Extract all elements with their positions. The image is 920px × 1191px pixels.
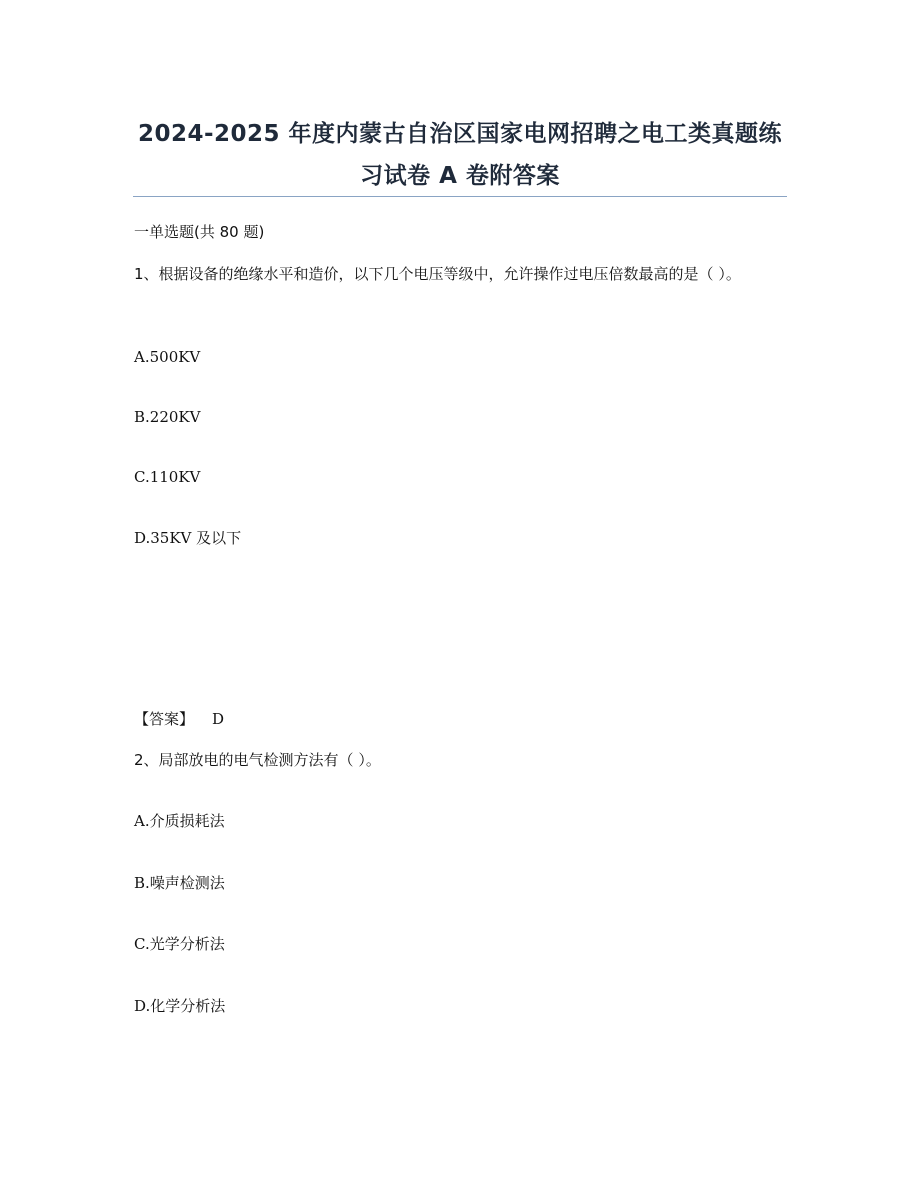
question-2-stem: 2、局部放电的电气检测方法有（ ）。 [134, 751, 381, 769]
question-2-option-d: D.化学分析法 [134, 997, 226, 1015]
question-2-option-b: B.噪声检测法 [134, 874, 225, 892]
question-2-option-c: C.光学分析法 [134, 935, 225, 953]
answer-value: D [212, 710, 225, 728]
document-title-line-2: 习试卷 A 卷附答案 [360, 163, 560, 189]
question-1-option-b: B.220KV [134, 408, 201, 426]
question-2-option-a: A.介质损耗法 [134, 812, 225, 830]
answer-label: 【答案】 [134, 710, 195, 728]
question-1-stem: 1、根据设备的绝缘水平和造价，以下几个电压等级中，允许操作过电压倍数最高的是（ ）。 [134, 265, 741, 283]
question-1-option-c: C.110KV [134, 468, 201, 486]
title-divider [133, 196, 787, 197]
question-1-answer [134, 709, 224, 729]
question-1-option-d: D.35KV 及以下 [134, 529, 242, 547]
section-heading: 一单选题(共 80 题) [134, 223, 265, 241]
document-title-line-1: 2024-2025 年度内蒙古自治区国家电网招聘之电工类真题练 [137, 121, 783, 147]
question-1-option-a: A.500KV [134, 348, 201, 366]
